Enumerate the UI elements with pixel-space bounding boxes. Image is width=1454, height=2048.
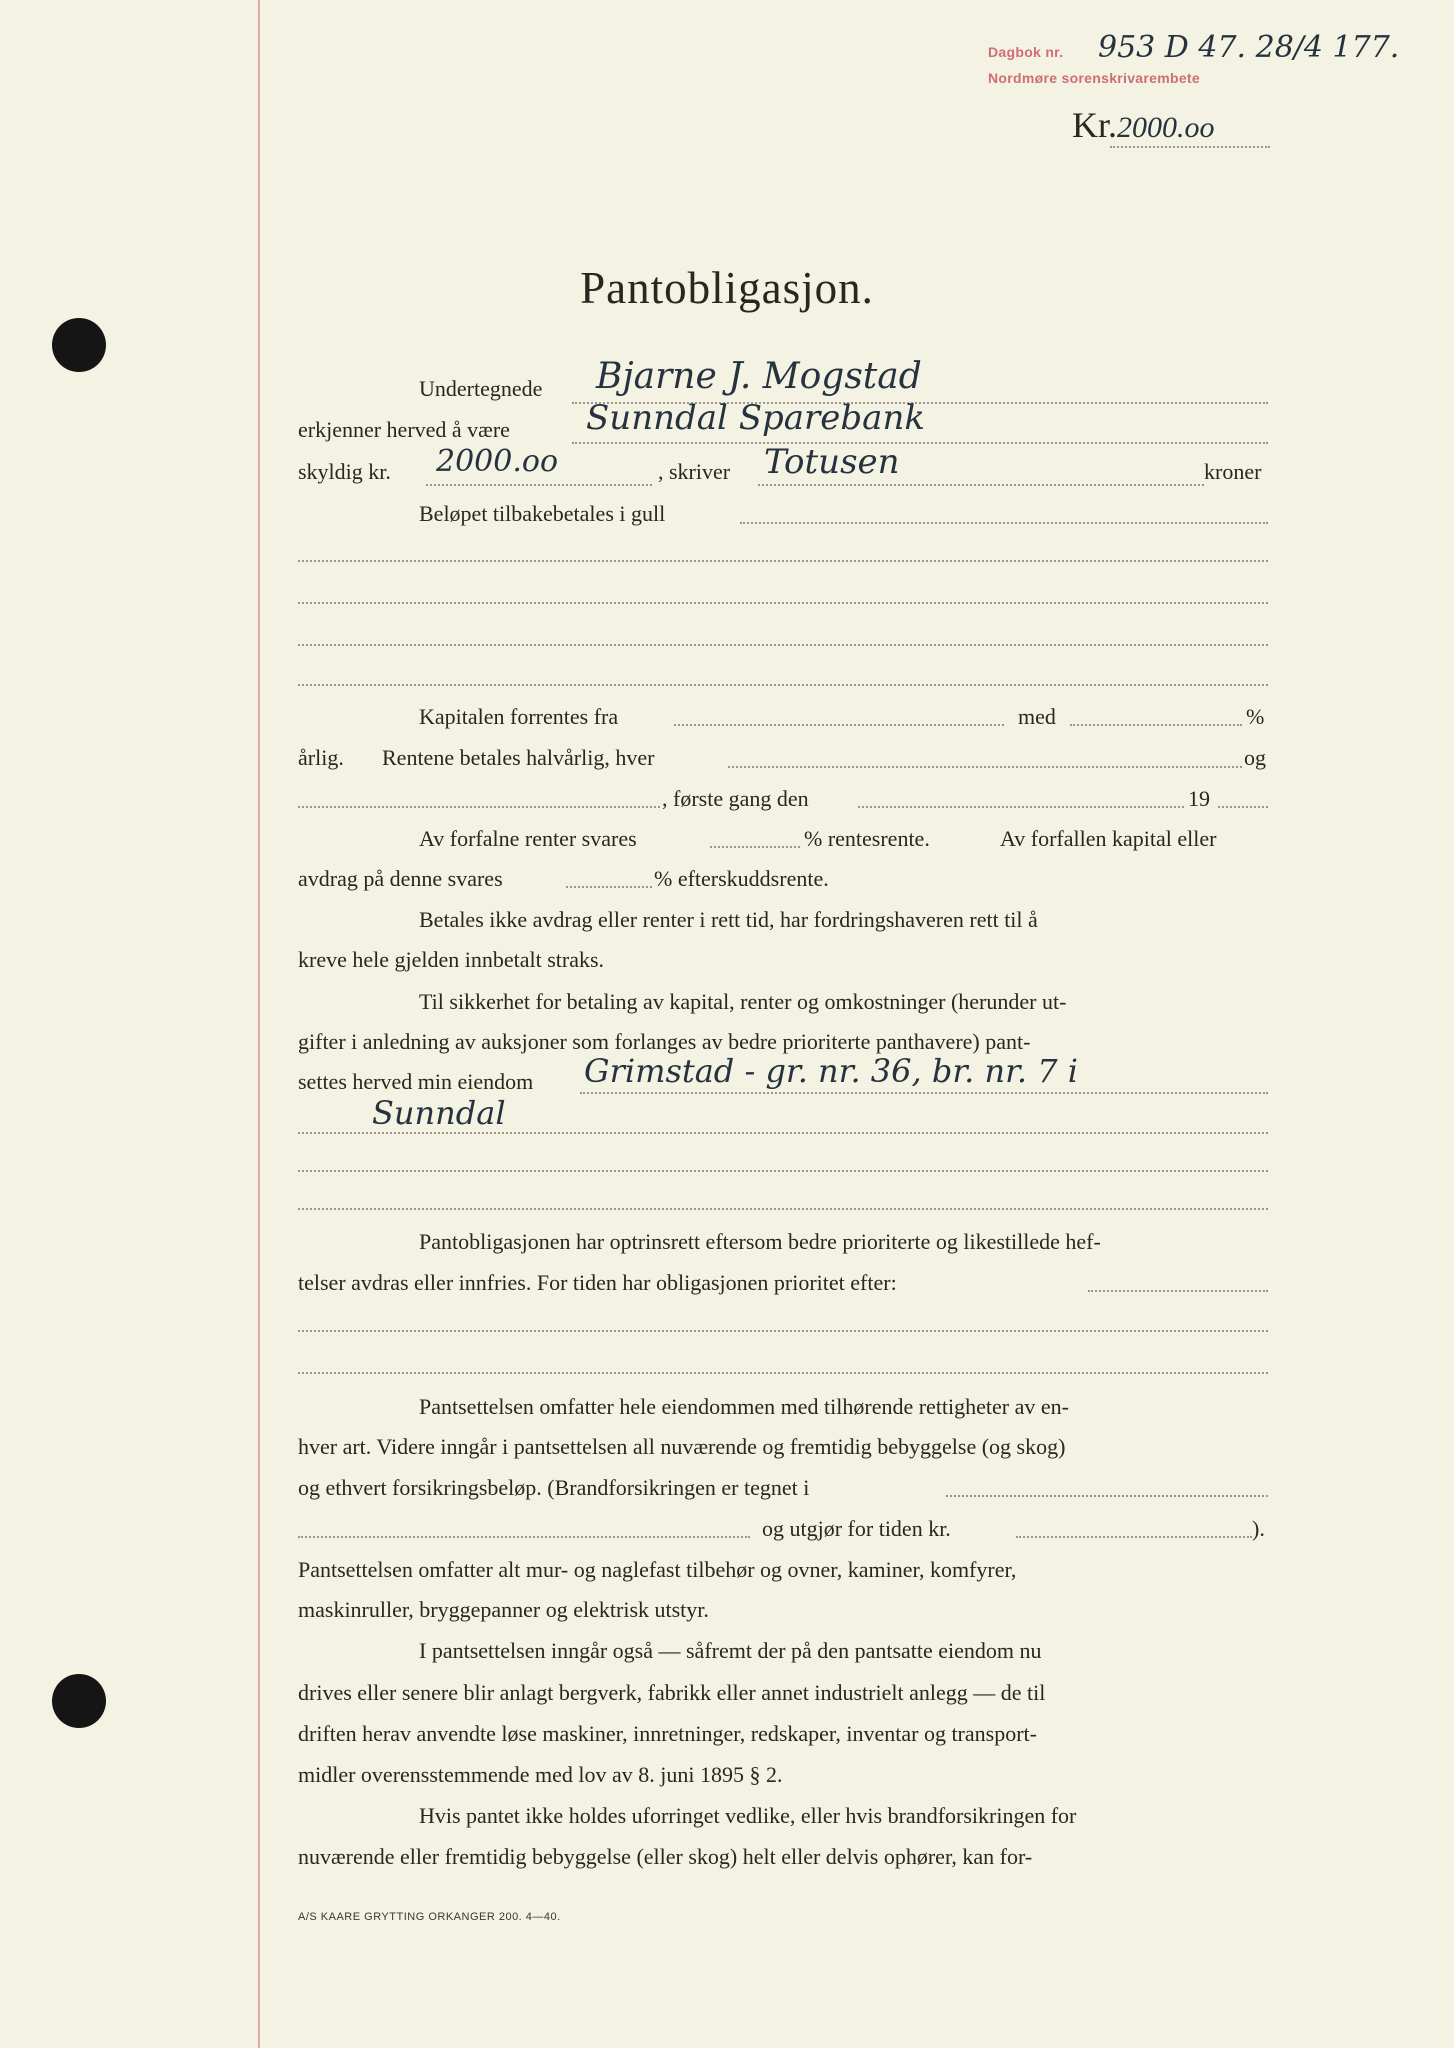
p8-line1: Hvis pantet ikke holdes uforringet vedlike, eller hvis brandforsikringen for bbox=[419, 1803, 1077, 1828]
stamp-dagbok: Dagbok nr. bbox=[988, 44, 1064, 60]
blank-line-3 bbox=[298, 644, 1268, 646]
p2-line1: Betales ikke avdrag eller renter i rett tid, har fordringshaveren rett til å bbox=[419, 907, 1038, 932]
p1-line2-blank bbox=[566, 886, 652, 888]
amount-prefix: Kr. bbox=[1072, 105, 1117, 145]
amount-dotted-line bbox=[1110, 146, 1270, 148]
erkjenner-line bbox=[572, 442, 1268, 444]
amount bbox=[1072, 104, 1215, 146]
year-label: 19 bbox=[1188, 786, 1210, 811]
rentene-label: Rentene betales halvårlig, hver bbox=[382, 745, 655, 770]
punch-hole-bottom bbox=[52, 1674, 106, 1728]
p1-line1b: % rentesrente. bbox=[804, 826, 930, 851]
kapital-label: Kapitalen forrentes fra bbox=[419, 704, 619, 729]
p8-line2: nuværende eller fremtidig bebyggelse (eller skog) helt eller delvis ophører, kan for- bbox=[298, 1844, 1033, 1869]
p4-line2: telser avdras eller innfries. For tiden har obligasjonen prioritet efter: bbox=[298, 1270, 897, 1295]
p5-line3: og ethvert forsikringsbeløp. (Brandforsikringen er tegnet i bbox=[298, 1475, 810, 1500]
printer-footer: A/S KAARE GRYTTING ORKANGER 200. 4—40. bbox=[298, 1911, 561, 1923]
amount-value: 2000.oo bbox=[1117, 111, 1215, 144]
undertegnede-label: Undertegnede bbox=[419, 376, 543, 401]
percent-label: % bbox=[1246, 704, 1265, 729]
page-title: Pantobligasjon. bbox=[580, 263, 874, 313]
p3-line3: settes herved min eiendom bbox=[298, 1069, 534, 1094]
kroner-label: kroner bbox=[1204, 459, 1262, 484]
p5-line2: hver art. Videre inngår i pantsettelsen all nuværende og fremtidig bebyggelse (og skog) bbox=[298, 1434, 1066, 1459]
p3-line1: Til sikkerhet for betaling av kapital, renter og omkostninger (herunder ut- bbox=[419, 989, 1067, 1014]
eiendom-line-4 bbox=[298, 1208, 1268, 1210]
punch-hole-top bbox=[52, 318, 106, 372]
blank-line-2 bbox=[298, 602, 1268, 604]
forsikring-line-2 bbox=[298, 1536, 750, 1538]
p7-line3: driften herav anvendte løse maskiner, innretninger, redskaper, inventar og transport- bbox=[298, 1721, 1037, 1746]
rentene-line bbox=[728, 766, 1242, 768]
med-label: med bbox=[1018, 704, 1056, 729]
kapital-line bbox=[674, 724, 1004, 726]
stamp-office: Nordmøre sorenskrivarembete bbox=[988, 70, 1200, 86]
prioritet-line-3 bbox=[298, 1372, 1268, 1374]
eiendom-line-3 bbox=[298, 1170, 1268, 1172]
forsikring-amount-line bbox=[1016, 1536, 1252, 1538]
stamp-number: 953 D 47. 28/4 177. bbox=[1098, 30, 1400, 65]
skriver-line bbox=[758, 484, 1204, 486]
p1-line1-blank bbox=[710, 846, 800, 848]
p3-line2: gifter i anledning av auksjoner som forlanges av bedre prioriterte panthavere) pant- bbox=[298, 1029, 1031, 1054]
erkjenner-label: erkjenner herved å være bbox=[298, 417, 510, 442]
p5-line1: Pantsettelsen omfatter hele eiendommen med tilhørende rettigheter av en- bbox=[419, 1394, 1069, 1419]
p1-line2a: avdrag på denne svares bbox=[298, 866, 503, 891]
prioritet-line-1 bbox=[1088, 1290, 1268, 1292]
undertegnede-value: Bjarne J. Mogstad bbox=[596, 356, 922, 397]
eiendom-line-1 bbox=[580, 1092, 1268, 1094]
forste-label: , første gang den bbox=[662, 786, 809, 811]
prioritet-line-2 bbox=[298, 1330, 1268, 1332]
erkjenner-value: Sunndal Sparebank bbox=[586, 398, 925, 438]
p5-line4b: ). bbox=[1252, 1516, 1265, 1541]
skyldig-label: skyldig kr. bbox=[298, 459, 391, 484]
eiendom-value-1: Grimstad - gr. nr. 36, br. nr. 7 i bbox=[584, 1052, 1078, 1090]
year-line bbox=[1218, 806, 1268, 808]
skriver-value: Totusen bbox=[764, 442, 900, 482]
p2-line2: kreve hele gjelden innbetalt straks. bbox=[298, 947, 605, 972]
og-label: og bbox=[1244, 745, 1266, 770]
gull-label: Beløpet tilbakebetales i gull bbox=[419, 501, 666, 526]
skyldig-line bbox=[426, 484, 652, 486]
blank-line-4 bbox=[298, 684, 1268, 686]
p6-line2: maskinruller, bryggepanner og elektrisk utstyr. bbox=[298, 1597, 709, 1622]
skyldig-value: 2000.oo bbox=[436, 444, 559, 479]
p4-line1: Pantobligasjonen har optrinsrett eftersom bedre prioriterte og likestillede hef- bbox=[419, 1229, 1101, 1254]
forsikring-line-1 bbox=[946, 1495, 1268, 1497]
forste-pre-line bbox=[298, 806, 660, 808]
p1-line1c: Av forfallen kapital eller bbox=[1000, 826, 1217, 851]
p7-line4: midler overensstemmende med lov av 8. juni 1895 § 2. bbox=[298, 1762, 783, 1787]
p1-line2b: % efterskuddsrente. bbox=[654, 866, 829, 891]
blank-line-1 bbox=[298, 560, 1268, 562]
forste-line bbox=[858, 806, 1184, 808]
p5-line4a: og utgjør for tiden kr. bbox=[762, 1516, 951, 1541]
p1-line1a: Av forfalne renter svares bbox=[419, 826, 637, 851]
p7-line2: drives eller senere blir anlagt bergverk, fabrikk eller annet industrielt anlegg — de til bbox=[298, 1680, 1046, 1705]
eiendom-line-2 bbox=[298, 1132, 1268, 1134]
gull-line bbox=[740, 522, 1268, 524]
skriver-label: , skriver bbox=[658, 459, 731, 484]
aarlig-label: årlig. bbox=[298, 745, 344, 770]
p7-line1: I pantsettelsen inngår også — såfremt der på den pantsatte eiendom nu bbox=[419, 1638, 1042, 1663]
med-line bbox=[1070, 724, 1242, 726]
p6-line1: Pantsettelsen omfatter alt mur- og naglefast tilbehør og ovner, kaminer, komfyrer, bbox=[298, 1557, 1017, 1582]
eiendom-value-2: Sunndal bbox=[372, 1094, 506, 1132]
